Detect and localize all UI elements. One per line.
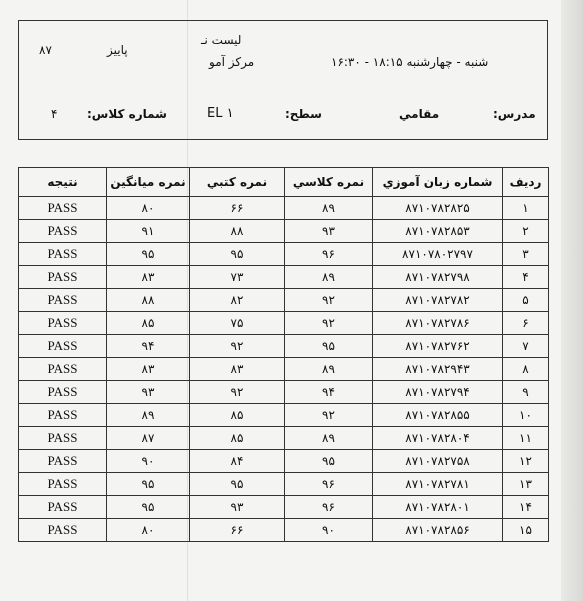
average-cell: ۸۸ — [107, 289, 190, 312]
year: ۸۷ — [39, 43, 52, 57]
document-header — [18, 20, 548, 140]
season: پاییز — [107, 43, 128, 57]
row-number-cell: ۱۲ — [503, 450, 549, 473]
scan-edge — [561, 0, 583, 601]
class-score-cell: ۹۰ — [285, 519, 373, 542]
table-header-row — [19, 168, 549, 197]
result-cell: PASS — [19, 335, 107, 358]
result-cell: PASS — [19, 197, 107, 220]
level-value: EL ۱ — [207, 106, 234, 121]
class-score-cell: ۹۶ — [285, 243, 373, 266]
table-row — [19, 450, 549, 473]
class-score-cell: ۸۹ — [285, 266, 373, 289]
class-score-cell: ۹۲ — [285, 404, 373, 427]
average-cell: ۸۹ — [107, 404, 190, 427]
column-header-result: نتيجه — [19, 168, 107, 197]
result-cell: PASS — [19, 404, 107, 427]
column-header-written: نمره کتبي — [190, 168, 285, 197]
written-score-cell: ۹۵ — [190, 473, 285, 496]
written-score-cell: ۸۵ — [190, 427, 285, 450]
class-score-cell: ۸۹ — [285, 197, 373, 220]
student-id-cell: ۸۷۱۰۷۸۲۷۹۴ — [373, 381, 503, 404]
written-score-cell: ۸۴ — [190, 450, 285, 473]
written-score-cell: ۶۶ — [190, 519, 285, 542]
student-id-cell: ۸۷۱۰۷۸۲۷۸۶ — [373, 312, 503, 335]
class-score-cell: ۹۵ — [285, 335, 373, 358]
written-score-cell: ۹۳ — [190, 496, 285, 519]
row-number-cell: ۶ — [503, 312, 549, 335]
average-cell: ۹۵ — [107, 243, 190, 266]
row-number-cell: ۱۵ — [503, 519, 549, 542]
result-cell: PASS — [19, 473, 107, 496]
row-number-cell: ۷ — [503, 335, 549, 358]
class-score-cell: ۹۵ — [285, 450, 373, 473]
result-cell: PASS — [19, 496, 107, 519]
row-number-cell: ۵ — [503, 289, 549, 312]
row-number-cell: ۱۰ — [503, 404, 549, 427]
class-number-label: شماره کلاس: — [87, 107, 167, 121]
table-row — [19, 312, 549, 335]
table-row — [19, 427, 549, 450]
row-number-cell: ۱۴ — [503, 496, 549, 519]
written-score-cell: ۹۵ — [190, 243, 285, 266]
student-id-cell: ۸۷۱۰۷۸۲۷۹۸ — [373, 266, 503, 289]
written-score-cell: ۹۲ — [190, 381, 285, 404]
row-number-cell: ۹ — [503, 381, 549, 404]
row-number-cell: ۱۳ — [503, 473, 549, 496]
average-cell: ۹۴ — [107, 335, 190, 358]
average-cell: ۹۱ — [107, 220, 190, 243]
list-title: لیست نـ — [201, 33, 242, 47]
student-id-cell: ۸۷۱۰۷۸۲۸۰۴ — [373, 427, 503, 450]
column-header-row: رديف — [503, 168, 549, 197]
class-schedule: شنبه - چهارشنبه ۱۸:۱۵ - ۱۶:۳۰ — [331, 55, 489, 69]
class-score-cell: ۹۶ — [285, 496, 373, 519]
column-header-student-id: شماره زبان آموزي — [373, 168, 503, 197]
student-id-cell: ۸۷۱۰۷۸۲۷۵۸ — [373, 450, 503, 473]
average-cell: ۸۳ — [107, 358, 190, 381]
center-name: مرکز آمو — [209, 55, 255, 69]
average-cell: ۸۷ — [107, 427, 190, 450]
written-score-cell: ۸۲ — [190, 289, 285, 312]
average-cell: ۸۰ — [107, 519, 190, 542]
class-score-cell: ۹۲ — [285, 289, 373, 312]
grades-table — [18, 167, 549, 542]
row-number-cell: ۱ — [503, 197, 549, 220]
student-id-cell: ۸۷۱۰۷۸۲۸۵۵ — [373, 404, 503, 427]
result-cell: PASS — [19, 358, 107, 381]
table-row — [19, 473, 549, 496]
level-label: سطح: — [285, 107, 322, 121]
average-cell: ۹۵ — [107, 473, 190, 496]
student-id-cell: ۸۷۱۰۷۸۲۹۴۳ — [373, 358, 503, 381]
written-score-cell: ۸۵ — [190, 404, 285, 427]
result-cell: PASS — [19, 312, 107, 335]
table-row — [19, 197, 549, 220]
written-score-cell: ۷۵ — [190, 312, 285, 335]
student-id-cell: ۸۷۱۰۷۸۲۸۲۵ — [373, 197, 503, 220]
table-row — [19, 358, 549, 381]
table-row — [19, 220, 549, 243]
class-number-value: ۴ — [51, 107, 58, 121]
written-score-cell: ۸۸ — [190, 220, 285, 243]
result-cell: PASS — [19, 243, 107, 266]
result-cell: PASS — [19, 381, 107, 404]
column-header-average: نمره ميانگين — [107, 168, 190, 197]
student-id-cell: ۸۷۱۰۷۸۲۸۵۶ — [373, 519, 503, 542]
result-cell: PASS — [19, 266, 107, 289]
class-score-cell: ۸۹ — [285, 427, 373, 450]
student-id-cell: ۸۷۱۰۷۸۲۸۵۳ — [373, 220, 503, 243]
written-score-cell: ۸۳ — [190, 358, 285, 381]
teacher-name: مقامي — [399, 107, 440, 121]
result-cell: PASS — [19, 519, 107, 542]
result-cell: PASS — [19, 450, 107, 473]
column-header-class-score: نمره کلاسي — [285, 168, 373, 197]
row-number-cell: ۲ — [503, 220, 549, 243]
table-row — [19, 266, 549, 289]
table-row — [19, 289, 549, 312]
average-cell: ۹۳ — [107, 381, 190, 404]
average-cell: ۹۵ — [107, 496, 190, 519]
row-number-cell: ۳ — [503, 243, 549, 266]
row-number-cell: ۸ — [503, 358, 549, 381]
class-score-cell: ۹۳ — [285, 220, 373, 243]
average-cell: ۸۰ — [107, 197, 190, 220]
teacher-label: مدرس: — [493, 107, 536, 121]
class-score-cell: ۹۶ — [285, 473, 373, 496]
table-row — [19, 519, 549, 542]
average-cell: ۸۵ — [107, 312, 190, 335]
table-row — [19, 496, 549, 519]
written-score-cell: ۷۳ — [190, 266, 285, 289]
result-cell: PASS — [19, 220, 107, 243]
row-number-cell: ۴ — [503, 266, 549, 289]
table-row — [19, 404, 549, 427]
table-row — [19, 335, 549, 358]
class-score-cell: ۸۹ — [285, 358, 373, 381]
average-cell: ۹۰ — [107, 450, 190, 473]
row-number-cell: ۱۱ — [503, 427, 549, 450]
student-id-cell: ۸۷۱۰۷۸۲۷۶۲ — [373, 335, 503, 358]
written-score-cell: ۹۲ — [190, 335, 285, 358]
result-cell: PASS — [19, 427, 107, 450]
student-id-cell: ۸۷۱۰۷۸۲۷۸۱ — [373, 473, 503, 496]
result-cell: PASS — [19, 289, 107, 312]
average-cell: ۸۳ — [107, 266, 190, 289]
written-score-cell: ۶۶ — [190, 197, 285, 220]
student-id-cell: ۸۷۱۰۷۸۰۲۷۹۷ — [373, 243, 503, 266]
table-row — [19, 381, 549, 404]
table-row — [19, 243, 549, 266]
student-id-cell: ۸۷۱۰۷۸۲۷۸۲ — [373, 289, 503, 312]
class-score-cell: ۹۲ — [285, 312, 373, 335]
student-id-cell: ۸۷۱۰۷۸۲۸۰۱ — [373, 496, 503, 519]
class-score-cell: ۹۴ — [285, 381, 373, 404]
